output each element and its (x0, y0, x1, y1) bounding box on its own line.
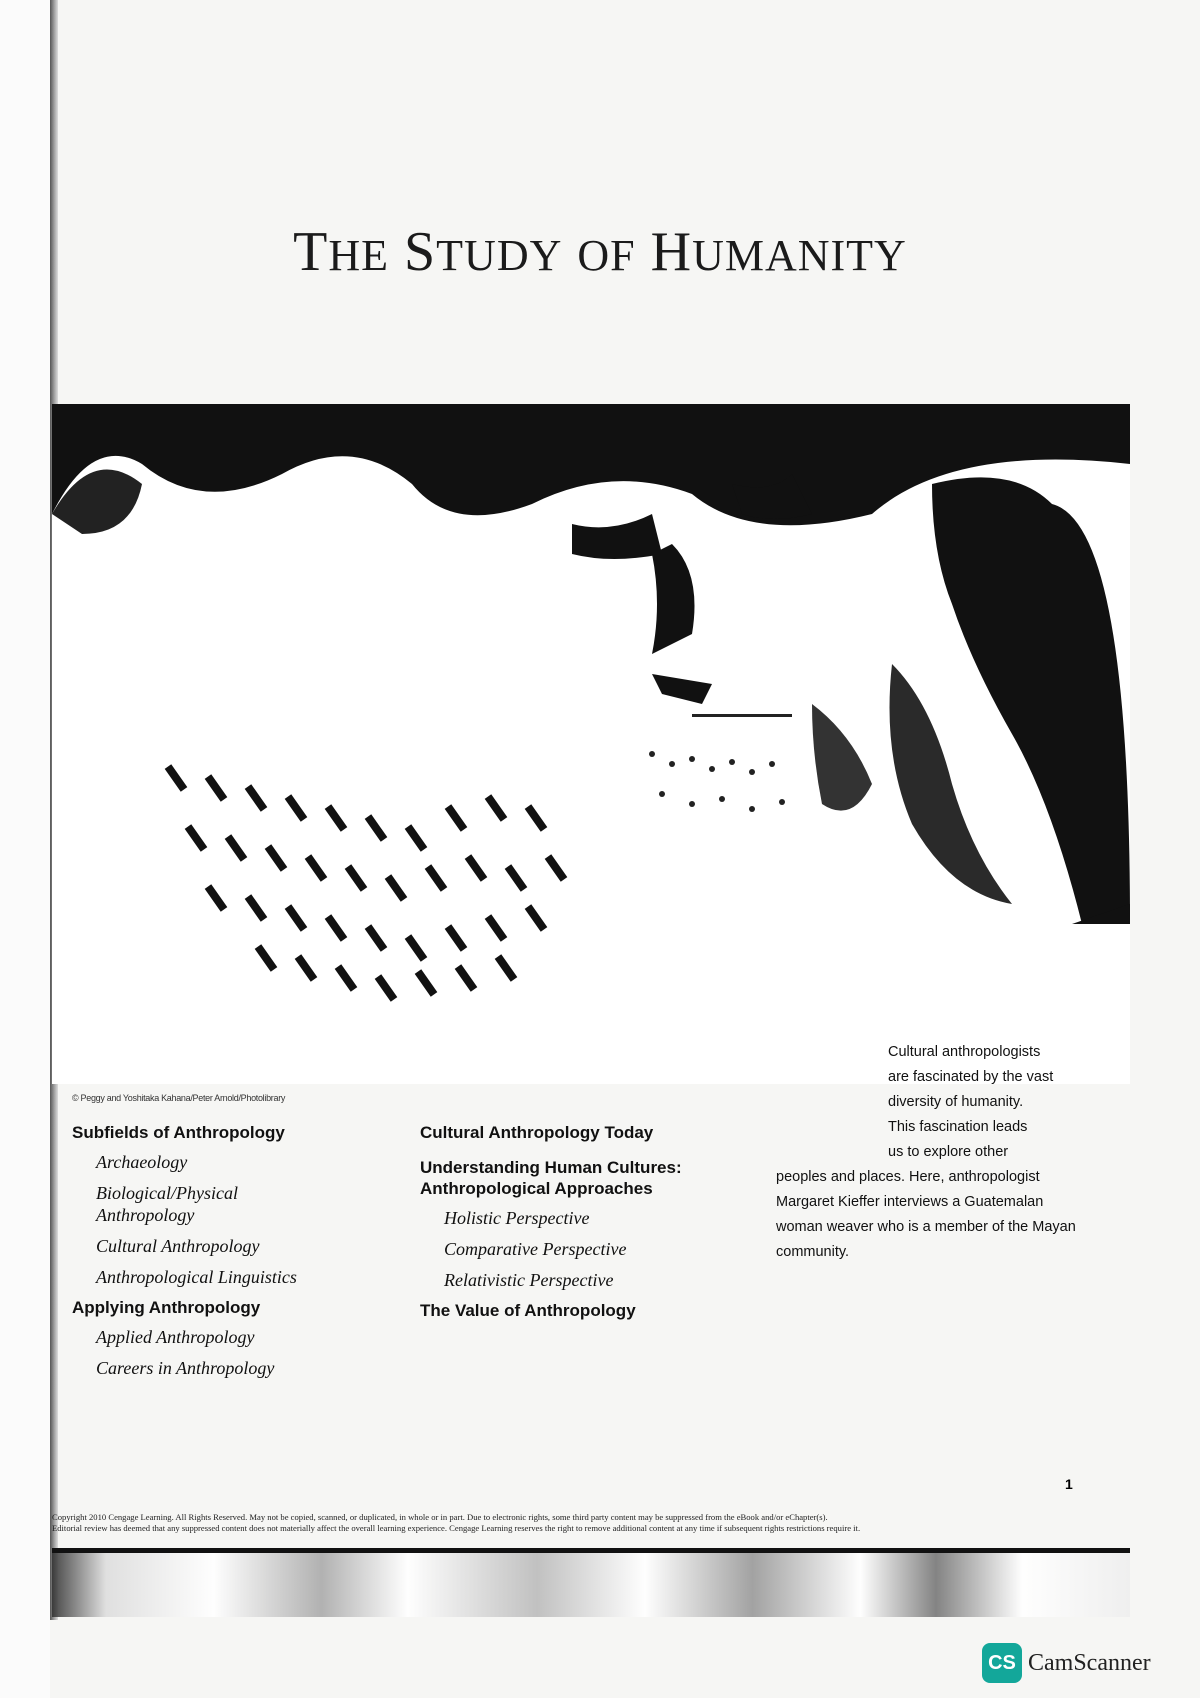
copyright-line-1: Copyright 2010 Cengage Learning. All Rights Reserved. May not be copied, scanned, or duplicated, in whole or in part. Due to electronic rights, some third party content may be suppressed from the eBook and/or eChapter(s). (52, 1512, 828, 1522)
chapter-title: THE STUDY OF HUMANITY (293, 221, 907, 283)
copyright-notice (52, 1512, 1132, 1534)
outline-subheading: Biological/Physical Anthropology (96, 1183, 238, 1225)
outline-heading: Subfields of Anthropology (72, 1123, 285, 1142)
outline-heading: Cultural Anthropology Today (420, 1123, 654, 1142)
caption-line-3: diversity of humanity. (888, 1094, 1024, 1110)
camscanner-text: CamScanner (1028, 1649, 1151, 1676)
outline-heading: The Value of Anthropology (420, 1301, 636, 1320)
chapter-outline-column-1 (72, 1122, 372, 1388)
scan-bottom-edge (52, 1553, 1130, 1617)
photo-caption (776, 1040, 1076, 1265)
outline-subheading: Comparative Perspective (444, 1239, 627, 1259)
chapter-outline-column-2 (420, 1122, 720, 1329)
caption-line-4: This fascination leads (888, 1119, 1028, 1135)
outline-subheading: Careers in Anthropology (96, 1358, 275, 1378)
page-number: 1 (1065, 1476, 1073, 1492)
outline-subheading: Cultural Anthropology (96, 1236, 260, 1256)
caption-line-5: us to explore other (888, 1144, 1009, 1160)
chapter-photo (52, 404, 1130, 1084)
outline-subheading: Holistic Perspective (444, 1208, 590, 1228)
photo-halftone (52, 404, 1130, 1084)
outline-heading: Applying Anthropology (72, 1298, 261, 1317)
copyright-line-2: Editorial review has deemed that any suppressed content does not materially affect the overall learning experience. Cengage Learning reserves the right to remove additional content at any time if subsequent rights restrictions require it. (52, 1523, 861, 1533)
outline-subheading: Anthropological Linguistics (96, 1267, 297, 1287)
caption-body: peoples and places. Here, anthropologist Margaret Kieffer interviews a Guatemalan woman weaver who is a member of the Mayan community. (776, 1169, 1076, 1260)
caption-line-2: are fascinated by the vast (888, 1069, 1054, 1085)
photo-credit: © Peggy and Yoshitaka Kahana/Peter Arnold/Photolibrary (72, 1093, 286, 1103)
caption-line-1: Cultural anthropologists (888, 1044, 1041, 1060)
outline-subheading: Relativistic Perspective (444, 1270, 614, 1290)
outline-subheading: Archaeology (96, 1152, 188, 1172)
camscanner-logo-icon: CS (982, 1643, 1022, 1683)
outline-subheading: Applied Anthropology (96, 1327, 255, 1347)
outline-heading: Understanding Human Cultures: Anthropological Approaches (420, 1158, 682, 1198)
camscanner-watermark (982, 1643, 1151, 1683)
